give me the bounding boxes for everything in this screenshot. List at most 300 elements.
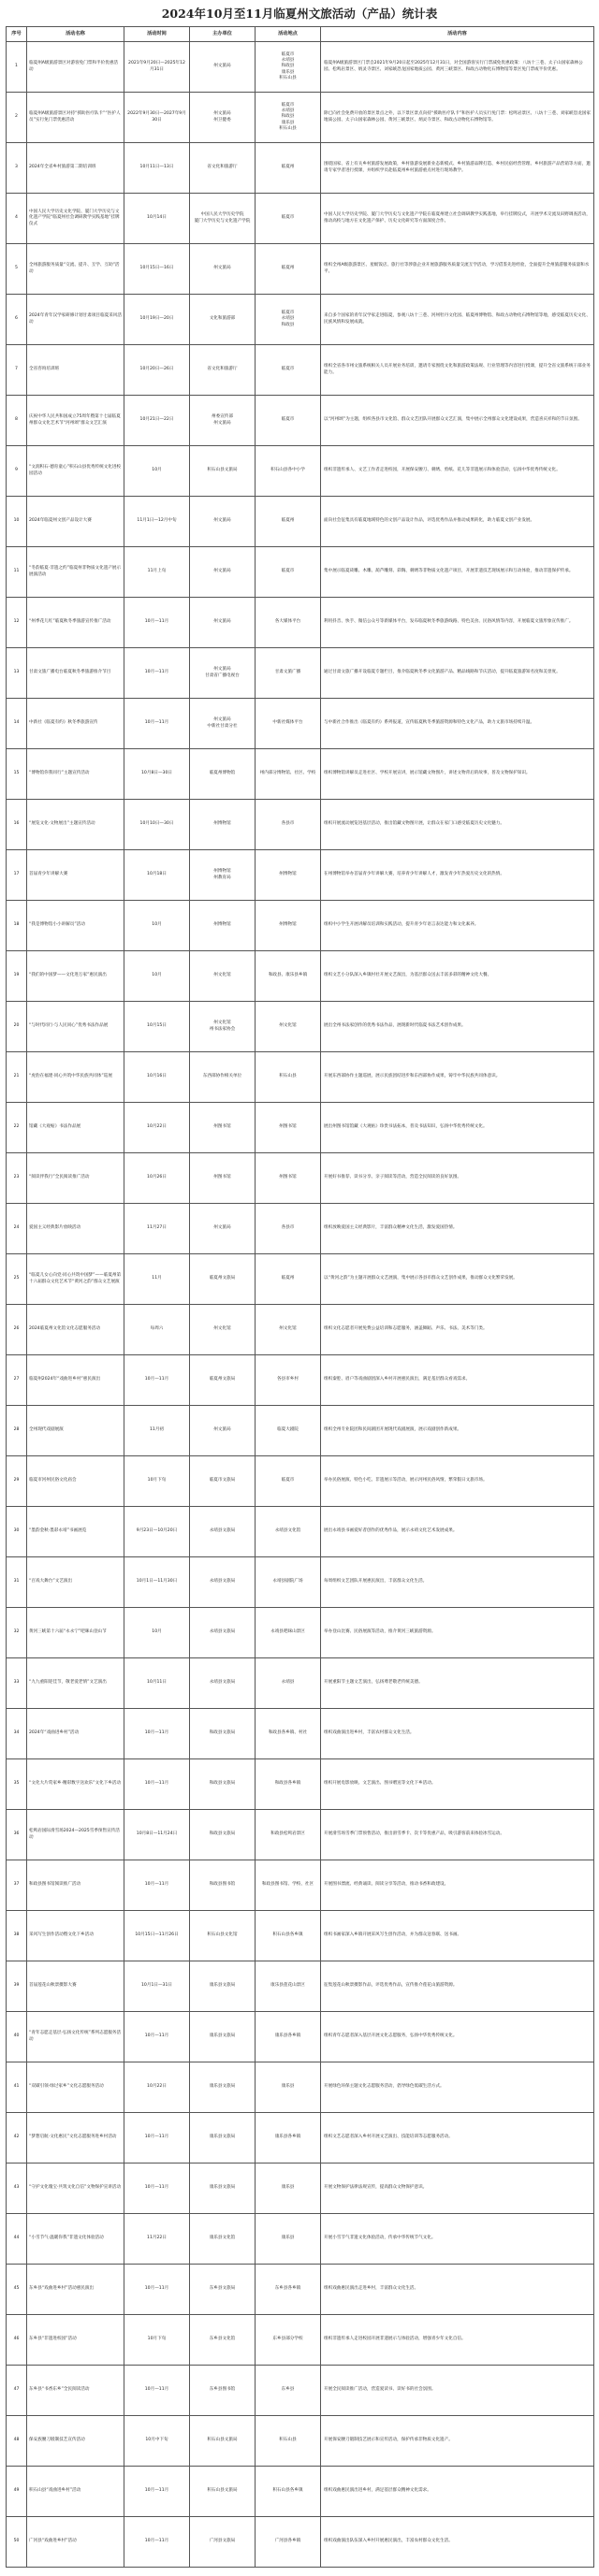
cell-activity-content: 利用抖音、快手、微信公众号等新媒体平台，发布临夏秋冬季旅游线路、特色美食、民俗风情等内容，开展临夏文旅形象宣传推广。	[321, 598, 594, 648]
table-row	[7, 901, 594, 951]
cell-no: 17	[7, 850, 27, 901]
cell-organizer: 州文化馆	[190, 1305, 256, 1355]
cell-location: 临夏市 永靖县 和政县	[256, 295, 321, 345]
table-row	[7, 2164, 594, 2214]
table-row	[7, 1305, 594, 1355]
cell-organizer: 州文化馆	[190, 951, 256, 1002]
cell-activity-time: 10月21日—22日	[124, 396, 190, 446]
cell-activity-time: 11月上旬	[124, 547, 190, 598]
cell-location: 临夏市	[256, 547, 321, 598]
table-row	[7, 446, 594, 497]
cell-activity-name: “我们的中国梦——文化进万家”惠民演出	[27, 951, 124, 1002]
cell-location: 州图书馆	[256, 1153, 321, 1204]
table-body	[7, 42, 594, 2568]
cell-location: 康乐县	[256, 2062, 321, 2113]
cell-activity-time: 10月—11月	[124, 2467, 190, 2517]
table-row	[7, 547, 594, 598]
table-row	[7, 2416, 594, 2467]
cell-activity-time: 10月14日	[124, 194, 190, 244]
header-org: 主办单位	[190, 27, 256, 42]
cell-activity-name: 东乡县“非遗进校园”活动	[27, 2315, 124, 2366]
document-title: 2024年10月至11月临夏州文旅活动（产品）统计表	[161, 7, 438, 21]
cell-organizer: 积石山县文旅局	[190, 2416, 256, 2467]
cell-location: 各县市	[256, 800, 321, 850]
cell-organizer: 永靖县文旅局	[190, 1557, 256, 1608]
cell-organizer: 州文旅局	[190, 1204, 256, 1254]
cell-no: 1	[7, 42, 27, 93]
table-row	[7, 749, 594, 800]
cell-location: 东乡县各乡镇	[256, 2265, 321, 2315]
cell-activity-name: “墨韵金秋·墨彩永靖”书画展览	[27, 1507, 124, 1557]
cell-no: 9	[7, 446, 27, 497]
cell-organizer: 州文旅局 州卫健委	[190, 93, 256, 143]
cell-no: 11	[7, 547, 27, 598]
cell-activity-time: 10月—11月	[124, 598, 190, 648]
cell-no: 30	[7, 1507, 27, 1557]
cell-activity-name: 临夏州A级旅游景区对持“援助医疗队卡”“医护人员”实行免门票优惠活动	[27, 93, 124, 143]
cell-organizer: 中国人民大学历史学院 厦门大学历史与文化遗产学院	[190, 194, 256, 244]
cell-activity-name: 中新社《临夏有约》秋冬季旅游宣传	[27, 699, 124, 749]
cell-activity-name: “守护文化瑰宝·共筑文化自信”文物保护宣讲活动	[27, 2164, 124, 2214]
cell-activity-content: 中国人民大学历史学院、厦门大学历史与文化遗产学院在临夏州建立社会调研教学实践基地，举行挂牌仪式，开展学术交流及田野调查活动，推动高校与地方在文化遗产保护、历史文化研究等方面深度合作。	[321, 194, 594, 244]
cell-no: 34	[7, 1709, 27, 1759]
cell-location: 康乐县莲花山景区	[256, 1961, 321, 2012]
table-row	[7, 194, 594, 244]
table-row	[7, 244, 594, 295]
cell-activity-name: 东乡县“书香东乡”全民阅读活动	[27, 2366, 124, 2416]
table-row	[7, 1810, 594, 1860]
cell-organizer: 和政县文旅局	[190, 1759, 256, 1810]
cell-activity-content: 开展全民阅读推广活动，营造爱读书、读好书的社会氛围。	[321, 2366, 594, 2416]
cell-activity-time: 10月下旬	[124, 2315, 190, 2366]
cell-location: 积石山县各中小学	[256, 446, 321, 497]
cell-no: 6	[7, 295, 27, 345]
cell-activity-content: 组织青年志愿者深入基层开展文化志愿服务，弘扬中华优秀传统文化。	[321, 2012, 594, 2062]
cell-activity-time: 11月初	[124, 1406, 190, 1456]
cell-activity-name: “文润积石·德育童心”积石山县优秀传统文化进校园活动	[27, 446, 124, 497]
cell-activity-content: 来自多个国家的青年汉学家走进临夏，参观八坊十三巷、河州牡丹文化园、临夏州博物馆、和政古动物化石博物馆等地，感受临夏历史文化、民族风情和发展成就。	[321, 295, 594, 345]
cell-no: 41	[7, 2062, 27, 2113]
cell-activity-time: 10月1日—11月30日	[124, 1557, 190, 1608]
cell-activity-content: 组织文艺小分队深入乡镇村社开展文艺演出，为基层群众送去丰富多彩的精神文化大餐。	[321, 951, 594, 1002]
cell-location: 甘肃文旅广播	[256, 648, 321, 699]
cell-activity-name: 甘肃文旅广播电台临夏秋冬季旅游推介节目	[27, 648, 124, 699]
cell-organizer: 省文化和旅游厅	[190, 143, 256, 194]
cell-location: 州博物馆	[256, 901, 321, 951]
cell-activity-time: 10月15日—16日	[124, 244, 190, 295]
cell-organizer: 州文旅局	[190, 598, 256, 648]
cell-organizer: 康乐县文旅局	[190, 2062, 256, 2113]
cell-location: 积石山县各乡镇	[256, 2467, 321, 2517]
cell-activity-time: 10月	[124, 446, 190, 497]
cell-activity-time: 10月18日	[124, 850, 190, 901]
cell-organizer: 州文旅局	[190, 244, 256, 295]
cell-activity-content: 组织秦腔、眉户等戏曲剧团深入乡村开展惠民演出，满足基层群众看戏需求。	[321, 1355, 594, 1406]
cell-organizer: 临夏州文旅局	[190, 1254, 256, 1305]
table-row	[7, 2265, 594, 2315]
cell-activity-time: 10月15日—11月26日	[124, 1911, 190, 1961]
cell-activity-name: 积石山县“戏曲进乡村”活动	[27, 2467, 124, 2517]
cell-no: 48	[7, 2416, 27, 2467]
cell-location: 康乐县	[256, 2214, 321, 2265]
cell-activity-name: 松鸣岩国际滑雪场2024—2025雪季预售宣传活动	[27, 1810, 124, 1860]
cell-organizer: 和政县文旅局	[190, 1709, 256, 1759]
cell-no: 33	[7, 1658, 27, 1709]
cell-no: 5	[7, 244, 27, 295]
table-row	[7, 497, 594, 547]
table-row	[7, 1911, 594, 1961]
cell-activity-time: 10月11日—13日	[124, 143, 190, 194]
table-row	[7, 345, 594, 396]
cell-no: 4	[7, 194, 27, 244]
cell-activity-time: 10月15日	[124, 1002, 190, 1052]
cell-activity-content: 组织全州A级旅游景区、星级饭店、旅行社等涉旅企业开展旅游服务质量交流互学活动，学习借鉴先进经验，全面提升全州旅游服务质量和水平。	[321, 244, 594, 295]
cell-location: 和政县各乡镇、村社	[256, 1709, 321, 1759]
cell-organizer: 康乐县文旅局	[190, 2113, 256, 2164]
cell-activity-content: 组织戏曲演出队伍深入乡村开展惠民演出，丰富农村群众文化生活。	[321, 2517, 594, 2568]
cell-no: 27	[7, 1355, 27, 1406]
cell-organizer: 积石山县文旅局	[190, 2467, 256, 2517]
table-row	[7, 2113, 594, 2164]
cell-activity-time: 10月20日—26日	[124, 345, 190, 396]
cell-organizer: 东乡县图书馆	[190, 2366, 256, 2416]
cell-activity-time: 每周六	[124, 1305, 190, 1355]
cell-location: 州图书馆	[256, 1103, 321, 1153]
cell-activity-name: 和政县图书馆阅读推广活动	[27, 1860, 124, 1911]
cell-activity-content: 面向社会征集具有临夏地域特色的文创产品设计作品，评选优秀作品并推动成果转化，助力临夏文创产业发展。	[321, 497, 594, 547]
cell-activity-content: 征集莲花山秋景摄影作品，评选优秀作品，宣传推介莲花山旅游资源。	[321, 1961, 594, 2012]
cell-no: 50	[7, 2517, 27, 2568]
cell-activity-name: 2024年“戏曲进乡村”活动	[27, 1709, 124, 1759]
cell-location: 各县市	[256, 1204, 321, 1254]
table-row	[7, 1961, 594, 2012]
table-row	[7, 699, 594, 749]
cell-organizer: 州博物馆	[190, 800, 256, 850]
cell-no: 16	[7, 800, 27, 850]
cell-organizer: 州文旅局	[190, 497, 256, 547]
cell-location: 临夏市	[256, 396, 321, 446]
cell-organizer: 州文旅局	[190, 42, 256, 93]
cell-activity-name: “梦想启航·文化惠民”文化志愿服务进乡村活动	[27, 2113, 124, 2164]
cell-activity-name: “虎豹在福建·同心共筑中华民族共同体”巡展	[27, 1052, 124, 1103]
cell-location: 和政县松鸣岩景区	[256, 1810, 321, 1860]
cell-activity-time: 10月22日	[124, 2062, 190, 2113]
cell-activity-time: 2022年9月30日—2027年9月30日	[124, 93, 190, 143]
cell-no: 44	[7, 2214, 27, 2265]
cell-activity-content: 通过甘肃文旅广播开设临夏专题栏目，推介临夏秋冬季文化旅游产品、精品线路和节庆活动，提升临夏旅游知名度和美誉度。	[321, 648, 594, 699]
table-row	[7, 1355, 594, 1406]
table-row	[7, 1103, 594, 1153]
cell-activity-name: “百戏大舞台”文艺演出	[27, 1557, 124, 1608]
cell-location: 州博物馆	[256, 850, 321, 901]
cell-location: 临夏大剧院	[256, 1406, 321, 1456]
cell-activity-time: 10月19日—20日	[124, 295, 190, 345]
table-row	[7, 648, 594, 699]
header-time: 活动时间	[124, 27, 190, 42]
cell-no: 40	[7, 2012, 27, 2062]
cell-activity-content: 展出永靖县书画爱好者创作的优秀作品，展示永靖文化艺术发展成果。	[321, 1507, 594, 1557]
cell-activity-content: 组织戏曲惠民演出走进乡村，丰富群众文化生活。	[321, 2265, 594, 2315]
table-row	[7, 2517, 594, 2568]
cell-activity-content: 举办民俗展演、特色小吃、非遗展示等活动，展示河州民俗风情，繁荣假日文旅市场。	[321, 1456, 594, 1507]
cell-activity-name: 中国人民大学历史文化学院、厦门大学历史与文化遗产学院“临夏州社会调研教学实践基地”挂牌仪式	[27, 194, 124, 244]
cell-activity-name: 2024年全省乡村旅游第二期培训班	[27, 143, 124, 194]
cell-organizer: 康乐县文旅局	[190, 1961, 256, 2012]
cell-no: 21	[7, 1052, 27, 1103]
cell-no: 28	[7, 1406, 27, 1456]
cell-activity-content: 开展文物保护法律法规宣传，提高群众文物保护意识。	[321, 2164, 594, 2214]
table-row	[7, 1759, 594, 1810]
cell-organizer: 积石山县文旅局	[190, 446, 256, 497]
cell-location: 积石山县	[256, 2416, 321, 2467]
cell-location: 永靖县剧院广场	[256, 1557, 321, 1608]
cell-no: 10	[7, 497, 27, 547]
table-row	[7, 1254, 594, 1305]
cell-activity-name: “冬韵临夏·非遗之约”临夏州非物质文化遗产展示展演活动	[27, 547, 124, 598]
cell-activity-name: 临夏州A级旅游景区对游客免门票和半价优惠活动	[27, 42, 124, 93]
cell-activity-name: 庆祝中华人民共和国成立75周年暨第十七届临夏州群众文化艺术节“河州颂”群众文艺汇演	[27, 396, 124, 446]
cell-activity-content: 开展小雪节气非遗文化体验活动，传承中华传统节气文化。	[321, 2214, 594, 2265]
cell-no: 13	[7, 648, 27, 699]
cell-activity-time: 10月22日	[124, 1103, 190, 1153]
table-row	[7, 2366, 594, 2416]
cell-activity-content: 组织中小学生开展讲解员培训和实践活动，提升青少年语言表达能力和文化素养。	[321, 901, 594, 951]
cell-organizer: 州文旅局 甘肃省广播电视台	[190, 648, 256, 699]
cell-activity-name: “与时代同行·与人民同心”优秀书法作品展	[27, 1002, 124, 1052]
cell-activity-name: 保安族腰刀锻制技艺宣传活动	[27, 2416, 124, 2467]
cell-organizer: 临夏州文旅局	[190, 1355, 256, 1406]
table-row	[7, 1507, 594, 1557]
cell-activity-name: “小雪节气·温暖你我”非遗文化体验活动	[27, 2214, 124, 2265]
cell-location: 临夏州	[256, 143, 321, 194]
cell-location: 康乐县各乡镇	[256, 2113, 321, 2164]
cell-organizer: 州文旅局	[190, 1406, 256, 1456]
cell-activity-name: “双碳引领·绿过家乡”文化志愿服务活动	[27, 2062, 124, 2113]
cell-activity-content: 开展好书推荐、读书分享、亲子阅读等活动，营造全民阅读的良好氛围。	[321, 1153, 594, 1204]
table-row	[7, 598, 594, 648]
cell-activity-content: 组织文化志愿者开展免费公益培训和志愿服务，涵盖舞蹈、声乐、书法、美术等门类。	[321, 1305, 594, 1355]
cell-organizer: 和政县图书馆	[190, 1860, 256, 1911]
cell-activity-time: 2021年9月20日—2025年12月31日	[124, 42, 190, 93]
cell-activity-content: 与中新社合作推出《临夏有约》系列报道，宣传临夏秋冬季旅游资源和特色文化产品，助力文旅市场持续升温。	[321, 699, 594, 749]
cell-location: 永靖县吧咪山景区	[256, 1608, 321, 1658]
table-row	[7, 42, 594, 93]
cell-activity-content: 组织非遗传承人走进校园开展非遗展示与体验活动，增强青少年文化自信。	[321, 2315, 594, 2366]
cell-activity-name: “博物馆你我同行”主题宣传活动	[27, 749, 124, 800]
cell-location: 和政县、康乐县乡镇	[256, 951, 321, 1002]
cell-activity-time: 10月	[124, 951, 190, 1002]
cell-activity-time: 10月16日	[124, 1052, 190, 1103]
cell-activity-name: “九九重阳迎佳节，敬老爱老情”文艺演出	[27, 1658, 124, 1709]
cell-activity-name: 全省咨询培训班	[27, 345, 124, 396]
cell-activity-name: 全州现代戏剧展演	[27, 1406, 124, 1456]
cell-organizer: 州文旅局	[190, 547, 256, 598]
cell-no: 45	[7, 2265, 27, 2315]
cell-location: 各大媒体平台	[256, 598, 321, 648]
cell-activity-content: 在州博物馆举办首届青少年讲解大赛，培养青少年讲解人才，激发青少年热爱历史文化的热情。	[321, 850, 594, 901]
cell-no: 22	[7, 1103, 27, 1153]
cell-location: 临夏市 永靖县 和政县 康乐县 积石山县	[256, 42, 321, 93]
table-row	[7, 1456, 594, 1507]
table-row	[7, 850, 594, 901]
cell-activity-name: “青年志愿走基层·弘扬文化传统”系列志愿服务活动	[27, 2012, 124, 2062]
cell-location: 永靖县文化馆	[256, 1507, 321, 1557]
cell-activity-time: 10月	[124, 901, 190, 951]
cell-location: 东乡县部分学校	[256, 2315, 321, 2366]
cell-organizer: 州图书馆	[190, 1153, 256, 1204]
header-place: 活动地点	[256, 27, 321, 42]
table-row	[7, 1658, 594, 1709]
cell-activity-name: 采风写生创作活动暨文化下乡活动	[27, 1911, 124, 1961]
cell-activity-time: 11月22日	[124, 2214, 190, 2265]
cell-activity-time: 10月	[124, 1608, 190, 1658]
cell-activity-time: 10月26日	[124, 1153, 190, 1204]
cell-activity-content: 围绕国家、省上有关乡村旅游发展政策，乡村旅游发展新业态新模式、乡村旅游品牌打造、乡村民宿经营管理、乡村旅游产品营销等方面，邀请专家学者进行授课，并组织学员赴临夏州乡村旅游重点村进行现场教学。	[321, 143, 594, 194]
cell-activity-time: 10月—11月	[124, 2517, 190, 2568]
cell-location: 临夏州	[256, 244, 321, 295]
cell-location: 州内部分博物馆、社区、学校	[256, 749, 321, 800]
cell-activity-content: 组织全州专业院团和民间剧团开展现代戏剧展演，展示戏剧创作新成果。	[321, 1406, 594, 1456]
cell-activity-content: 展出州图书馆馆藏《大观帖》珍贵书法拓本，普及书法知识，弘扬中华优秀传统文化。	[321, 1103, 594, 1153]
cell-organizer: 康乐县文化馆	[190, 2214, 256, 2265]
cell-location: 康乐县各乡镇	[256, 2012, 321, 2062]
cell-no: 14	[7, 699, 27, 749]
cell-no: 31	[7, 1557, 27, 1608]
cell-location: 州文化馆	[256, 1002, 321, 1052]
cell-activity-time: 10月—11月	[124, 2366, 190, 2416]
cell-activity-time: 10月8日—11月24日	[124, 1810, 190, 1860]
cell-activity-content: 每周组织文艺团队开展惠民演出，丰富群众文化生活。	[321, 1557, 594, 1608]
cell-activity-time: 10月中下旬	[124, 2416, 190, 2467]
cell-activity-content: 开展滑雪场雪季门票预售活动，推出滑雪季卡、次卡等优惠产品，吸引游客前来体验冰雪运动。	[321, 1810, 594, 1860]
cell-organizer: 临夏州博物馆	[190, 749, 256, 800]
cell-activity-content: 组织博物馆讲解员走进社区、学校开展宣讲，展示馆藏文物图片，讲述文物背后的故事，普及文物保护知识。	[321, 749, 594, 800]
cell-location: 广河县各乡镇	[256, 2517, 321, 2568]
header-name: 活动名称	[27, 27, 124, 42]
cell-no: 43	[7, 2164, 27, 2214]
cell-organizer: 州图书馆	[190, 1103, 256, 1153]
cell-activity-name: 馆藏《大观帖》书法作品展	[27, 1103, 124, 1153]
cell-activity-content: 以“河州颂”为主题，组织各县市文化馆、群众文艺团队开展群众文艺汇演，集中展示全州群众文化建设成果，营造喜庆祥和的节日氛围。	[321, 396, 594, 446]
cell-location: 临夏市 永靖县 和政县 康乐县 积石山县	[256, 93, 321, 143]
cell-activity-content: 临夏州A级旅游景区门票自2021年9月20日起至2025年12月31日，对全国游客实行门票减免优惠政策：八坊十三巷、太子山国家森林公园、松鸣岩景区、炳灵寺景区、刘家峡恐龙国家地质公园、黄河三峡景区、和政古动物化石博物馆等景区免门票或半价优惠。	[321, 42, 594, 93]
cell-organizer: 文化和旅游部	[190, 295, 256, 345]
cell-organizer: 永靖县文旅局	[190, 1507, 256, 1557]
table-row	[7, 800, 594, 850]
cell-no: 23	[7, 1153, 27, 1204]
cell-activity-time: 10月—11月	[124, 699, 190, 749]
cell-location: 永靖县	[256, 1658, 321, 1709]
cell-location: 临夏州	[256, 1254, 321, 1305]
cell-activity-name: 2024年临夏州文创产品设计大赛	[27, 497, 124, 547]
table-row	[7, 2062, 594, 2113]
cell-organizer: 康乐县文旅局	[190, 2012, 256, 2062]
cell-no: 32	[7, 1608, 27, 1658]
cell-organizer: 康乐县文旅局	[190, 2164, 256, 2214]
cell-activity-name: 全州旅游服务质量“交流、提升、互学、互助”活动	[27, 244, 124, 295]
cell-organizer: 州文化馆 州书法家协会	[190, 1002, 256, 1052]
cell-activity-content: 组织开展电影放映、文艺演出、图书赠送等文化下乡活动。	[321, 1759, 594, 1810]
cell-activity-time: 10月10日—30日	[124, 800, 190, 850]
cell-no: 46	[7, 2315, 27, 2366]
cell-activity-content: 除已向社会免费开放的景区景点之外，以下景区景点向持“援助医疗队卡”和医护人员实行免门票：松鸣岩景区、八坊十三巷、刘家峡恐龙国家地质公园、太子山国家森林公园、黄河三峡景区、炳灵寺景区、和政古动物化石博物馆等。	[321, 93, 594, 143]
cell-activity-content: 组织非遗传承人、文艺工作者走进校园，开展保安腰刀、刺绣、剪纸、花儿等非遗展示和体验活动，弘扬中华优秀传统文化。	[321, 446, 594, 497]
cell-activity-name: 临夏市河州民俗文化庙会	[27, 1456, 124, 1507]
cell-activity-name: 首届青少年讲解大赛	[27, 850, 124, 901]
cell-no: 38	[7, 1911, 27, 1961]
table-row	[7, 93, 594, 143]
cell-activity-time: 10月8日—30日	[124, 749, 190, 800]
cell-activity-time: 10月—11月	[124, 2012, 190, 2062]
cell-no: 42	[7, 2113, 27, 2164]
table-row	[7, 1052, 594, 1103]
cell-activity-time: 10月11日	[124, 1658, 190, 1709]
cell-activity-content: 集中展示临夏砖雕、木雕、葫芦雕刻、彩陶、刺绣等非物质文化遗产项目，开展非遗技艺现场展示和互动体验，推动非遗保护传承。	[321, 547, 594, 598]
cell-activity-time: 10月—11月	[124, 648, 190, 699]
cell-location: 中新社媒体平台	[256, 699, 321, 749]
cell-no: 18	[7, 901, 27, 951]
table-header-row	[7, 27, 594, 42]
cell-organizer: 州博物馆	[190, 901, 256, 951]
cell-activity-time: 10月—11月	[124, 2164, 190, 2214]
cell-no: 37	[7, 1860, 27, 1911]
cell-activity-name: 首届莲花山秋景摄影大赛	[27, 1961, 124, 2012]
table-row	[7, 2315, 594, 2366]
header-no: 序号	[7, 27, 27, 42]
cell-activity-content: 开展东西部协作主题巡展，展示民族团结进步和东西部协作成果，铸牢中华民族共同体意识。	[321, 1052, 594, 1103]
cell-activity-name: “展览文化·文物展出”主题宣传活动	[27, 800, 124, 850]
cell-activity-name: “临夏儿女心向党·同心共筑中国梦”——临夏州第十六届群众文化艺术节“黄河之韵”群众文艺展演	[27, 1254, 124, 1305]
cell-organizer: 和政县文旅局	[190, 1810, 256, 1860]
cell-activity-time: 10月1日—31日	[124, 1961, 190, 2012]
cell-location: 积石山县	[256, 1052, 321, 1103]
cell-activity-time: 10月下旬	[124, 1456, 190, 1507]
cell-no: 7	[7, 345, 27, 396]
header-content: 活动内容	[321, 27, 594, 42]
cell-no: 20	[7, 1002, 27, 1052]
cell-activity-content: 展出全州书法家创作的优秀书法作品，展现新时代临夏书法艺术创作成果。	[321, 1002, 594, 1052]
cell-location: 和政县各乡镇	[256, 1759, 321, 1810]
table-row	[7, 1153, 594, 1204]
cell-location: 各县市乡村	[256, 1355, 321, 1406]
cell-organizer: 永靖县文旅局	[190, 1658, 256, 1709]
cell-activity-name: 临夏州2024年“戏曲进乡村”惠民演出	[27, 1355, 124, 1406]
cell-activity-name: “我是博物馆小小讲解员”活动	[27, 901, 124, 951]
table-row	[7, 951, 594, 1002]
cell-activity-time: 10月—11月	[124, 2113, 190, 2164]
table-row	[7, 1608, 594, 1658]
table-row	[7, 2467, 594, 2517]
cell-activity-name: “阅读伴我行”全民阅读推广活动	[27, 1153, 124, 1204]
cell-organizer: 东乡县文化馆	[190, 2315, 256, 2366]
cell-organizer: 东乡县文旅局	[190, 2265, 256, 2315]
cell-no: 39	[7, 1961, 27, 2012]
cell-organizer: 东西部协作相关单位	[190, 1052, 256, 1103]
cell-activity-content: 开展绿色环保主题文化志愿服务活动，倡导绿色低碳生活方式。	[321, 2062, 594, 2113]
cell-activity-content: 组织戏曲演出进乡村，丰富农村群众文化生活。	[321, 1709, 594, 1759]
cell-no: 47	[7, 2366, 27, 2416]
cell-activity-time: 11月	[124, 1254, 190, 1305]
table-row	[7, 143, 594, 194]
cell-organizer: 永靖县文旅局	[190, 1608, 256, 1658]
cell-activity-content: 组织开展流动展览进基层活动，推出馆藏文物图片展，让群众在家门口感受临夏历史文化魅力。	[321, 800, 594, 850]
cell-no: 36	[7, 1810, 27, 1860]
table-row	[7, 1002, 594, 1052]
cell-activity-content: 组织全省各市州文旅系统相关人员开展业务培训，邀请专家围绕文化和旅游政策法规、行业管理等内容进行授课，提升全省文旅系统干部业务能力。	[321, 345, 594, 396]
table-row	[7, 2012, 594, 2062]
cell-organizer: 州委宣传部 州文旅局	[190, 396, 256, 446]
cell-activity-content: 开展保安腰刀锻制技艺展示和宣传活动，保护传承非物质文化遗产。	[321, 2416, 594, 2467]
